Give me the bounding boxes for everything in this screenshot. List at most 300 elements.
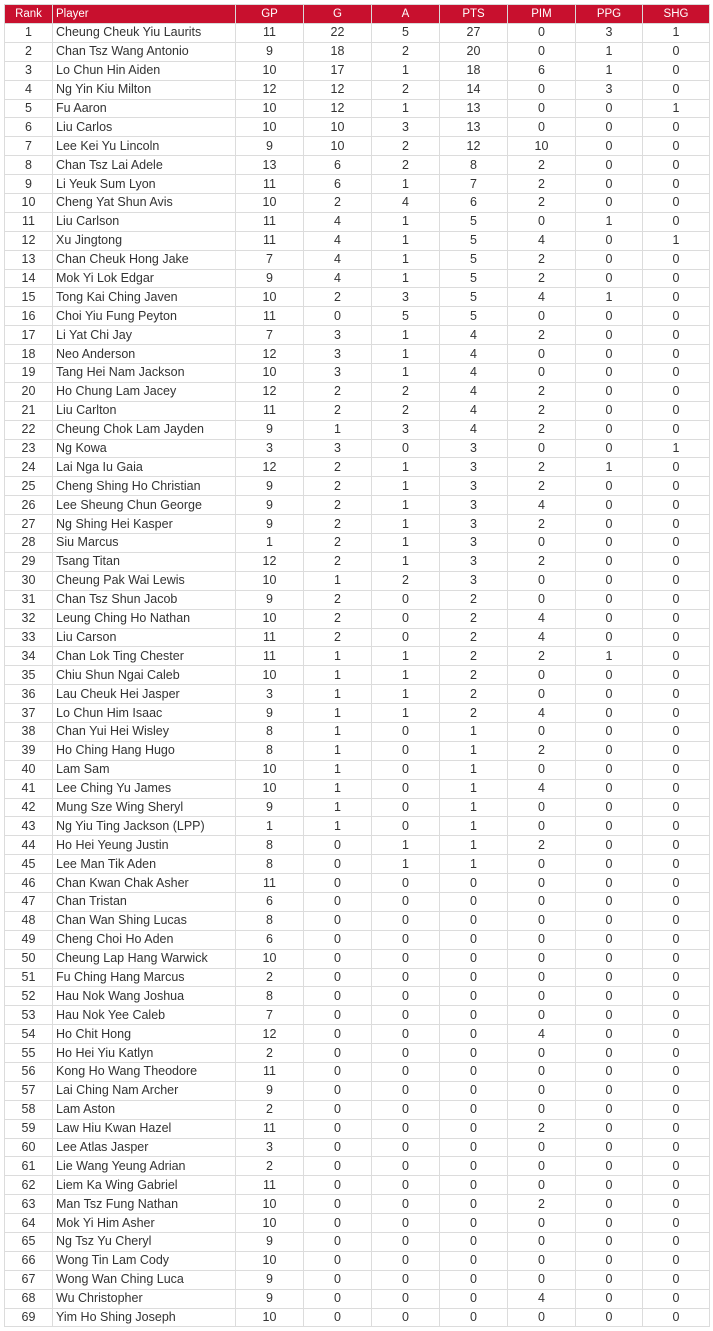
cell-rank: 54 [5,1025,53,1044]
cell-rank: 21 [5,401,53,420]
cell-ppg: 0 [576,118,643,137]
cell-pts: 6 [440,194,508,213]
cell-g: 0 [304,987,372,1006]
cell-pim: 2 [508,194,576,213]
cell-shg: 0 [643,685,710,704]
cell-gp: 8 [236,836,304,855]
cell-pts: 3 [440,477,508,496]
cell-pts: 2 [440,609,508,628]
cell-gp: 7 [236,250,304,269]
cell-player: Wu Christopher [53,1289,236,1308]
cell-player: Ng Yin Kiu Milton [53,80,236,99]
cell-pim: 0 [508,571,576,590]
cell-gp: 1 [236,534,304,553]
cell-gp: 10 [236,949,304,968]
cell-g: 2 [304,534,372,553]
cell-shg: 0 [643,61,710,80]
cell-a: 0 [372,1006,440,1025]
cell-shg: 0 [643,949,710,968]
cell-shg: 0 [643,779,710,798]
cell-shg: 0 [643,647,710,666]
cell-g: 1 [304,666,372,685]
cell-shg: 0 [643,741,710,760]
cell-player: Chan Lok Ting Chester [53,647,236,666]
cell-pim: 2 [508,326,576,345]
table-row [5,666,710,685]
cell-pim: 0 [508,590,576,609]
table-row [5,515,710,534]
cell-shg: 0 [643,515,710,534]
cell-shg: 0 [643,590,710,609]
cell-gp: 12 [236,1025,304,1044]
cell-g: 1 [304,779,372,798]
table-row [5,1251,710,1270]
cell-pts: 0 [440,1289,508,1308]
cell-a: 3 [372,420,440,439]
table-row [5,779,710,798]
cell-ppg: 1 [576,288,643,307]
cell-shg: 0 [643,1100,710,1119]
cell-pts: 2 [440,704,508,723]
cell-gp: 10 [236,1251,304,1270]
cell-rank: 19 [5,364,53,383]
cell-ppg: 0 [576,571,643,590]
cell-gp: 9 [236,1233,304,1252]
cell-g: 4 [304,231,372,250]
cell-a: 1 [372,552,440,571]
cell-player: Liu Carlton [53,401,236,420]
cell-g: 1 [304,817,372,836]
cell-ppg: 0 [576,760,643,779]
cell-ppg: 0 [576,874,643,893]
cell-shg: 0 [643,364,710,383]
cell-pts: 1 [440,779,508,798]
cell-player: Cheng Shing Ho Christian [53,477,236,496]
cell-player: Hau Nok Yee Caleb [53,1006,236,1025]
cell-pim: 2 [508,477,576,496]
cell-ppg: 0 [576,628,643,647]
cell-gp: 11 [236,212,304,231]
cell-gp: 11 [236,628,304,647]
cell-ppg: 3 [576,24,643,43]
cell-pim: 2 [508,382,576,401]
cell-rank: 5 [5,99,53,118]
cell-rank: 3 [5,61,53,80]
column-header-a[interactable]: A [372,5,440,24]
cell-rank: 50 [5,949,53,968]
table-row [5,949,710,968]
cell-pts: 5 [440,250,508,269]
cell-gp: 6 [236,892,304,911]
cell-pts: 3 [440,552,508,571]
cell-pim: 0 [508,1138,576,1157]
cell-shg: 0 [643,288,710,307]
cell-a: 0 [372,1270,440,1289]
cell-g: 0 [304,1270,372,1289]
cell-ppg: 0 [576,779,643,798]
table-row [5,80,710,99]
cell-gp: 10 [236,99,304,118]
cell-rank: 47 [5,892,53,911]
table-row [5,420,710,439]
cell-rank: 34 [5,647,53,666]
cell-ppg: 0 [576,99,643,118]
cell-pim: 2 [508,741,576,760]
cell-pim: 0 [508,855,576,874]
cell-pim: 0 [508,722,576,741]
cell-pim: 0 [508,666,576,685]
cell-ppg: 0 [576,439,643,458]
cell-ppg: 0 [576,1025,643,1044]
cell-g: 1 [304,798,372,817]
cell-rank: 31 [5,590,53,609]
cell-player: Liu Carlson [53,212,236,231]
cell-player: Fu Aaron [53,99,236,118]
table-row [5,496,710,515]
cell-rank: 1 [5,24,53,43]
cell-player: Lai Ching Nam Archer [53,1081,236,1100]
cell-a: 2 [372,571,440,590]
cell-g: 10 [304,137,372,156]
cell-player: Chan Yui Hei Wisley [53,722,236,741]
cell-player: Li Yeuk Sum Lyon [53,175,236,194]
cell-pim: 0 [508,1233,576,1252]
cell-g: 10 [304,118,372,137]
cell-rank: 16 [5,307,53,326]
cell-shg: 0 [643,666,710,685]
cell-g: 0 [304,1195,372,1214]
table-row [5,326,710,345]
table-row [5,1119,710,1138]
cell-pim: 4 [508,704,576,723]
cell-player: Ng Yiu Ting Jackson (LPP) [53,817,236,836]
cell-pts: 0 [440,874,508,893]
cell-rank: 51 [5,968,53,987]
cell-ppg: 0 [576,930,643,949]
cell-player: Lee Kei Yu Lincoln [53,137,236,156]
cell-g: 1 [304,420,372,439]
cell-g: 0 [304,836,372,855]
cell-player: Liem Ka Wing Gabriel [53,1176,236,1195]
cell-shg: 0 [643,628,710,647]
cell-g: 2 [304,288,372,307]
cell-pts: 0 [440,968,508,987]
cell-pim: 0 [508,1100,576,1119]
cell-pts: 3 [440,458,508,477]
cell-ppg: 1 [576,458,643,477]
column-header-pim[interactable]: PIM [508,5,576,24]
cell-rank: 8 [5,156,53,175]
cell-a: 0 [372,741,440,760]
cell-pts: 0 [440,1044,508,1063]
cell-g: 0 [304,1138,372,1157]
cell-shg: 0 [643,194,710,213]
cell-shg: 0 [643,80,710,99]
cell-gp: 10 [236,118,304,137]
cell-a: 0 [372,1176,440,1195]
cell-pts: 0 [440,930,508,949]
cell-a: 1 [372,477,440,496]
cell-a: 1 [372,704,440,723]
cell-g: 22 [304,24,372,43]
table-row [5,458,710,477]
cell-ppg: 0 [576,364,643,383]
column-header-g[interactable]: G [304,5,372,24]
cell-shg: 0 [643,722,710,741]
player-stats-table [4,4,710,1327]
cell-g: 1 [304,722,372,741]
cell-pim: 0 [508,1006,576,1025]
cell-g: 0 [304,968,372,987]
cell-gp: 10 [236,1214,304,1233]
cell-pim: 4 [508,779,576,798]
cell-ppg: 0 [576,231,643,250]
cell-gp: 11 [236,231,304,250]
cell-ppg: 0 [576,798,643,817]
cell-gp: 12 [236,552,304,571]
cell-shg: 0 [643,760,710,779]
cell-player: Wong Tin Lam Cody [53,1251,236,1270]
cell-ppg: 0 [576,477,643,496]
cell-pts: 1 [440,722,508,741]
table-row [5,1081,710,1100]
cell-gp: 9 [236,704,304,723]
cell-shg: 1 [643,439,710,458]
cell-a: 1 [372,855,440,874]
cell-rank: 68 [5,1289,53,1308]
cell-shg: 0 [643,1119,710,1138]
cell-pts: 0 [440,892,508,911]
cell-pts: 12 [440,137,508,156]
column-header-ppg[interactable]: PPG [576,5,643,24]
table-row [5,269,710,288]
cell-rank: 40 [5,760,53,779]
table-row [5,1100,710,1119]
cell-pts: 0 [440,1176,508,1195]
cell-pts: 0 [440,1157,508,1176]
cell-g: 0 [304,1289,372,1308]
cell-player: Tsang Titan [53,552,236,571]
cell-rank: 52 [5,987,53,1006]
cell-shg: 0 [643,345,710,364]
cell-g: 0 [304,1176,372,1195]
cell-a: 2 [372,42,440,61]
cell-ppg: 1 [576,212,643,231]
cell-player: Cheung Lap Hang Warwick [53,949,236,968]
cell-player: Lo Chun Him Isaac [53,704,236,723]
cell-pts: 1 [440,836,508,855]
cell-rank: 12 [5,231,53,250]
table-row [5,345,710,364]
cell-pim: 0 [508,968,576,987]
cell-g: 4 [304,212,372,231]
table-row [5,42,710,61]
cell-player: Fu Ching Hang Marcus [53,968,236,987]
cell-a: 0 [372,1289,440,1308]
cell-rank: 49 [5,930,53,949]
cell-pim: 0 [508,1176,576,1195]
cell-rank: 39 [5,741,53,760]
cell-gp: 11 [236,1176,304,1195]
cell-gp: 9 [236,1270,304,1289]
cell-ppg: 0 [576,1251,643,1270]
cell-pts: 8 [440,156,508,175]
cell-g: 0 [304,930,372,949]
cell-pim: 0 [508,911,576,930]
table-header [5,5,710,24]
cell-ppg: 0 [576,534,643,553]
cell-ppg: 0 [576,1195,643,1214]
cell-rank: 65 [5,1233,53,1252]
cell-player: Lee Atlas Jasper [53,1138,236,1157]
cell-g: 2 [304,609,372,628]
cell-gp: 11 [236,1119,304,1138]
cell-a: 1 [372,326,440,345]
table-row [5,212,710,231]
cell-pts: 13 [440,99,508,118]
cell-pim: 0 [508,1081,576,1100]
cell-player: Lam Sam [53,760,236,779]
cell-ppg: 1 [576,42,643,61]
cell-ppg: 0 [576,892,643,911]
cell-player: Mok Yi Lok Edgar [53,269,236,288]
cell-gp: 2 [236,1044,304,1063]
cell-shg: 1 [643,231,710,250]
cell-pim: 0 [508,24,576,43]
table-row [5,137,710,156]
cell-player: Ho Hei Yiu Katlyn [53,1044,236,1063]
cell-gp: 6 [236,930,304,949]
cell-rank: 7 [5,137,53,156]
cell-a: 1 [372,515,440,534]
table-row [5,892,710,911]
cell-ppg: 0 [576,496,643,515]
cell-a: 0 [372,1157,440,1176]
cell-ppg: 0 [576,382,643,401]
cell-pim: 0 [508,99,576,118]
cell-pim: 4 [508,288,576,307]
cell-gp: 2 [236,1100,304,1119]
cell-shg: 0 [643,968,710,987]
cell-a: 1 [372,364,440,383]
cell-a: 1 [372,269,440,288]
cell-rank: 18 [5,345,53,364]
cell-g: 17 [304,61,372,80]
cell-player: Chan Tsz Lai Adele [53,156,236,175]
cell-rank: 36 [5,685,53,704]
cell-player: Chan Tristan [53,892,236,911]
cell-gp: 11 [236,647,304,666]
player-stats-container [4,4,709,1327]
column-header-shg[interactable]: SHG [643,5,710,24]
cell-a: 1 [372,345,440,364]
cell-a: 0 [372,1062,440,1081]
cell-g: 2 [304,194,372,213]
cell-ppg: 0 [576,420,643,439]
cell-gp: 13 [236,156,304,175]
cell-rank: 69 [5,1308,53,1327]
cell-shg: 0 [643,250,710,269]
cell-shg: 0 [643,137,710,156]
cell-gp: 11 [236,175,304,194]
cell-player: Cheung Pak Wai Lewis [53,571,236,590]
cell-ppg: 0 [576,1270,643,1289]
cell-g: 1 [304,760,372,779]
cell-pim: 0 [508,439,576,458]
cell-player: Lee Ching Yu James [53,779,236,798]
cell-player: Hau Nok Wang Joshua [53,987,236,1006]
cell-a: 1 [372,212,440,231]
cell-shg: 1 [643,24,710,43]
cell-gp: 9 [236,798,304,817]
cell-player: Lau Cheuk Hei Jasper [53,685,236,704]
cell-ppg: 0 [576,552,643,571]
column-header-rank[interactable]: Rank [5,5,53,24]
cell-ppg: 0 [576,704,643,723]
cell-gp: 3 [236,685,304,704]
cell-player: Tong Kai Ching Javen [53,288,236,307]
column-header-gp[interactable]: GP [236,5,304,24]
cell-a: 0 [372,949,440,968]
cell-a: 0 [372,590,440,609]
cell-rank: 13 [5,250,53,269]
cell-g: 0 [304,855,372,874]
table-row [5,987,710,1006]
cell-pim: 0 [508,874,576,893]
cell-player: Chan Cheuk Hong Jake [53,250,236,269]
table-row [5,1214,710,1233]
cell-player: Choi Yiu Fung Peyton [53,307,236,326]
cell-shg: 0 [643,571,710,590]
cell-gp: 3 [236,1138,304,1157]
cell-shg: 0 [643,836,710,855]
cell-g: 0 [304,892,372,911]
table-row [5,61,710,80]
cell-ppg: 0 [576,987,643,1006]
cell-pts: 0 [440,1100,508,1119]
column-header-player[interactable]: Player [53,5,236,24]
cell-a: 3 [372,288,440,307]
cell-rank: 30 [5,571,53,590]
table-row [5,1025,710,1044]
cell-g: 3 [304,439,372,458]
cell-gp: 10 [236,61,304,80]
cell-a: 1 [372,250,440,269]
cell-g: 0 [304,307,372,326]
cell-shg: 0 [643,911,710,930]
cell-pts: 1 [440,741,508,760]
cell-a: 0 [372,1025,440,1044]
cell-shg: 0 [643,1025,710,1044]
cell-g: 2 [304,458,372,477]
cell-pim: 0 [508,1270,576,1289]
column-header-pts[interactable]: PTS [440,5,508,24]
cell-a: 0 [372,930,440,949]
cell-shg: 0 [643,42,710,61]
cell-g: 0 [304,1119,372,1138]
cell-rank: 33 [5,628,53,647]
cell-pts: 3 [440,534,508,553]
table-row [5,1195,710,1214]
cell-ppg: 0 [576,1138,643,1157]
cell-rank: 15 [5,288,53,307]
table-row [5,307,710,326]
cell-gp: 9 [236,42,304,61]
cell-g: 3 [304,345,372,364]
cell-player: Ng Kowa [53,439,236,458]
cell-pts: 5 [440,212,508,231]
cell-gp: 10 [236,779,304,798]
